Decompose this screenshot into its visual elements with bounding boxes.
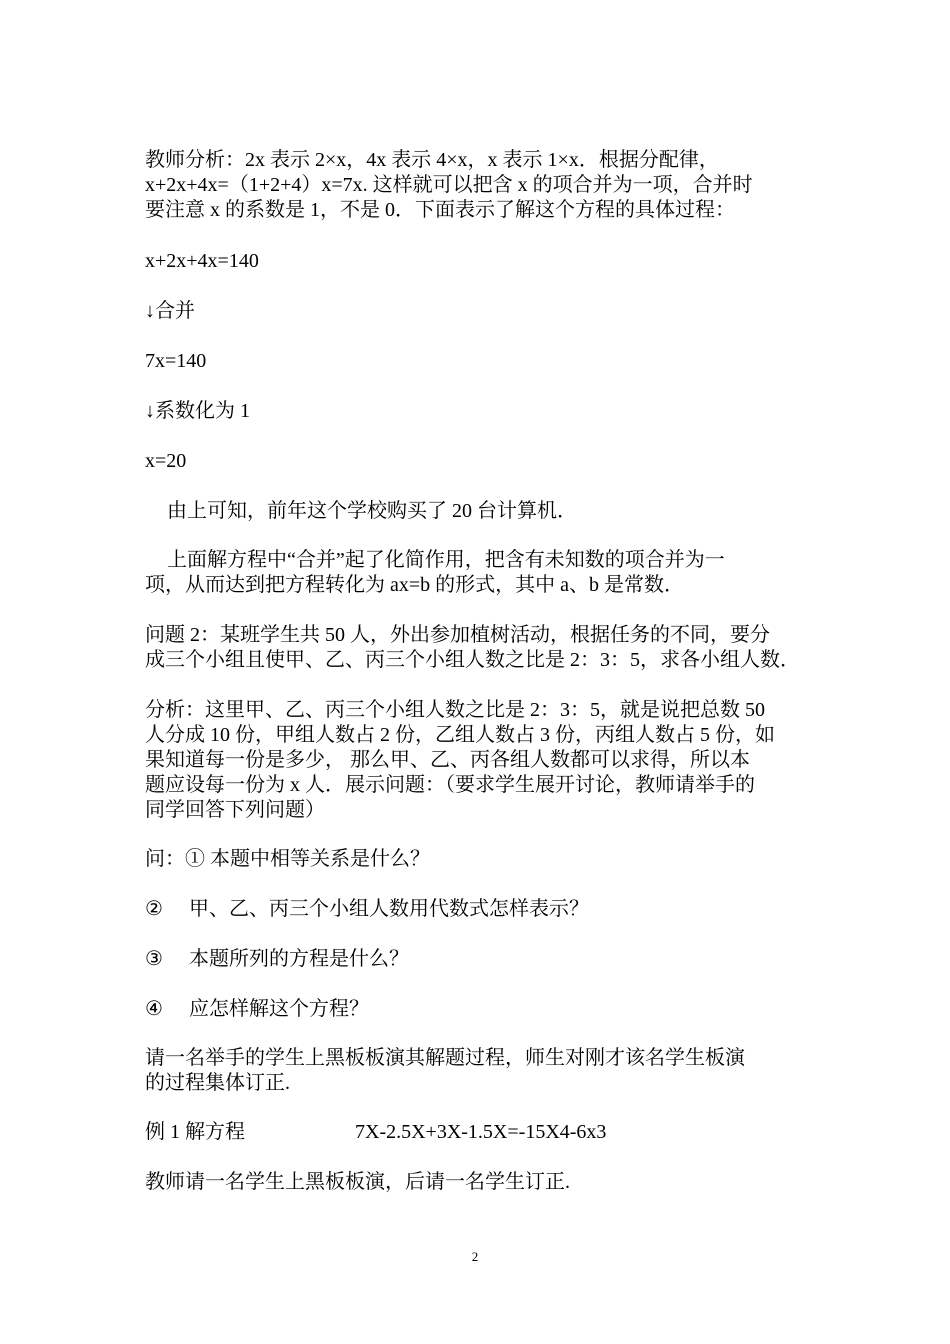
teacher-analysis-paragraph [145, 148, 817, 223]
example-1 [145, 1120, 607, 1145]
question-number: ③ [145, 948, 163, 970]
question-number: ② [145, 898, 163, 920]
text-line: 成三个小组且使甲、乙、丙三个小组人数之比是 2：3：5，求各小组人数． [145, 649, 800, 671]
example-equation: 7X-2.5X+3X-1.5X=-15X4-6x3 [355, 1121, 607, 1143]
text-line: 果知道每一份是多少， 那么甲、乙、丙各组人数都可以求得，所以本 [145, 749, 750, 771]
final-paragraph: 教师请一名学生上黑板板演，后请一名学生订正. [145, 1171, 570, 1193]
equation-line-2: 7x=140 [145, 350, 207, 372]
page-number: 2 [471, 1249, 479, 1264]
question-text: 本题所列的方程是什么？ [189, 948, 409, 970]
question-intro: 问：① 本题中相等关系是什么？ [145, 848, 430, 870]
question-item-4 [145, 997, 369, 1022]
combine-note-paragraph [145, 548, 817, 598]
text-line: 人分成 10 份，甲组人数占 2 份，乙组人数占 3 份，丙组人数占 5 份，如 [145, 724, 775, 746]
text-line: 上面解方程中“合并”起了化简作用，把含有未知数的项合并为一 [167, 549, 725, 571]
equation-line-3: x=20 [145, 450, 187, 472]
problem-2-paragraph [145, 623, 817, 673]
step-combine: ↓合并 [145, 300, 195, 322]
text-line: x+2x+4x=（1+2+4）x=7x. 这样就可以把含 x 的项合并为一项，合并时 [145, 174, 753, 196]
conclusion-paragraph: 由上可知，前年这个学校购买了 20 台计算机． [167, 500, 577, 522]
text-line: 同学回答下列问题） [145, 799, 325, 821]
text-line: 要注意 x 的系数是 1，不是 0．下面表示了解这个方程的具体过程： [145, 199, 735, 221]
text-line: 教师分析：2x 表示 2×x，4x 表示 4×x，x 表示 1×x．根据分配律， [145, 149, 719, 171]
text-line: 的过程集体订正. [145, 1072, 290, 1094]
question-item-2 [145, 897, 589, 922]
text-line: 题应设每一份为 x 人．展示问题：（要求学生展开讨论，教师请举手的 [145, 774, 755, 796]
analysis-2-paragraph [145, 698, 817, 823]
question-item-3 [145, 947, 409, 972]
text-line: 请一名举手的学生上黑板板演其解题过程，师生对刚才该名学生板演 [145, 1047, 745, 1069]
text-line: 问题 2：某班学生共 50 人，外出参加植树活动，根据任务的不同，要分 [145, 624, 770, 646]
equation-line-1: x+2x+4x=140 [145, 250, 259, 272]
board-demo-paragraph [145, 1046, 817, 1096]
step-coefficient: ↓系数化为 1 [145, 400, 250, 422]
example-label: 例 1 解方程 [145, 1121, 245, 1143]
text-line: 项，从而达到把方程转化为 ax=b 的形式，其中 a、b 是常数． [145, 574, 685, 596]
question-text: 应怎样解这个方程？ [189, 998, 369, 1020]
text-line: 分析：这里甲、乙、丙三个小组人数之比是 2：3：5，就是说把总数 50 [145, 699, 765, 721]
question-number: ④ [145, 998, 163, 1020]
question-text: 甲、乙、丙三个小组人数用代数式怎样表示？ [189, 898, 589, 920]
